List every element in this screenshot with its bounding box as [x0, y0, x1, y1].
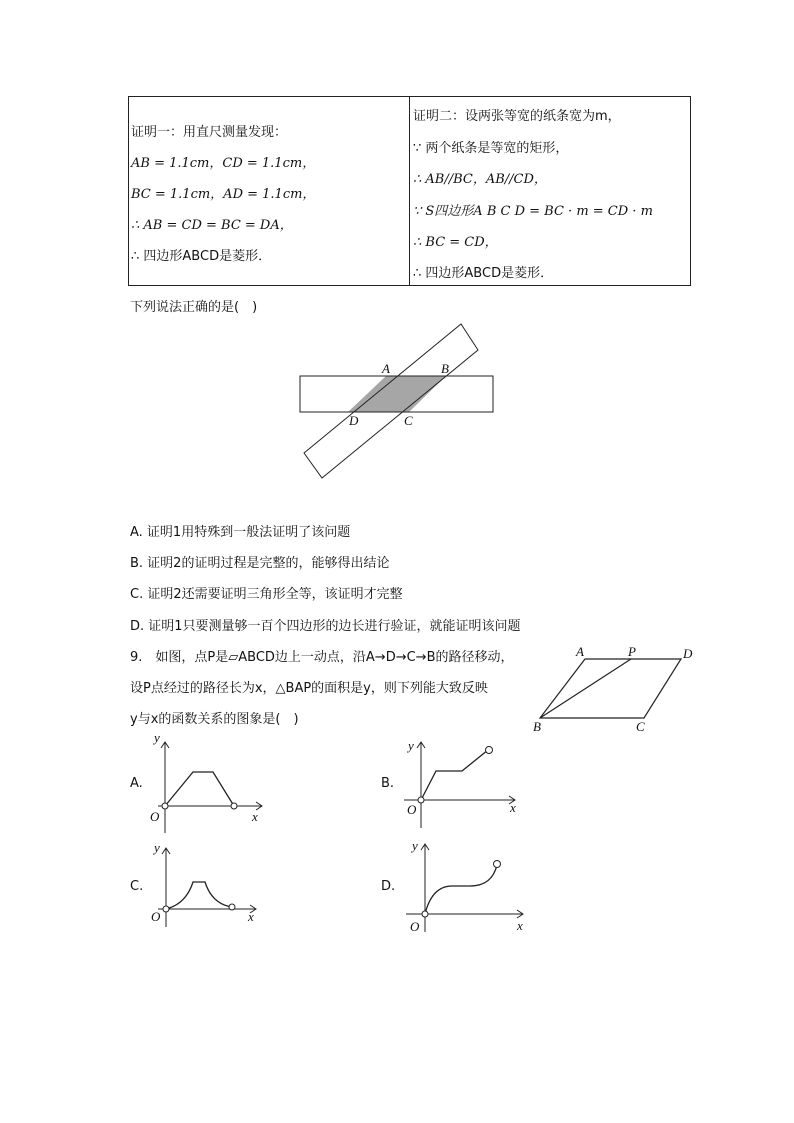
open-point — [418, 797, 424, 803]
x-label: x — [517, 918, 523, 933]
para-label-P: P — [628, 644, 636, 659]
graph-D-letter: D. — [381, 879, 396, 894]
y-label: y — [408, 738, 414, 753]
origin-label: O — [410, 919, 420, 934]
proof1-line-3: BC = 1.1cm，AD = 1.1cm， — [131, 187, 316, 202]
parallelogram-figure — [528, 642, 698, 736]
proof-table — [128, 96, 691, 286]
origin-label: O — [407, 802, 417, 817]
graph-A — [145, 728, 270, 838]
label-C: C — [404, 413, 413, 428]
proof1-line-4: ∴ AB = CD = BC = DA， — [131, 218, 293, 233]
segment-BP — [540, 659, 631, 718]
x-label: x — [510, 800, 516, 815]
option-B: B. 证明2的证明过程是完整的，能够得出结论 — [130, 556, 390, 571]
graph-A-curve — [165, 772, 234, 806]
graph-C-curve — [166, 882, 232, 909]
origin-label: O — [151, 909, 161, 924]
proof2-line-1: 证明二：设两张等宽的纸条宽为m， — [413, 109, 621, 124]
question9-line-1: 9. 如图，点P是▱ABCD边上一动点，沿A→D→C→B的路径移动， — [130, 650, 514, 665]
y-label: y — [412, 838, 418, 853]
shaded-rhombus — [348, 376, 446, 412]
parallelogram-ABCD — [540, 659, 681, 718]
para-label-D: D — [683, 646, 693, 661]
label-A: A — [382, 361, 390, 376]
x-label: x — [248, 909, 254, 924]
graph-D — [398, 836, 530, 936]
table-divider — [409, 97, 410, 285]
option-C: C. 证明2还需要证明三角形全等，该证明才完整 — [130, 587, 403, 602]
graph-B — [398, 734, 523, 834]
proof2-line-5: ∴ BC = CD， — [413, 235, 498, 250]
graph-C-letter: C. — [130, 879, 144, 894]
y-label: y — [154, 730, 160, 745]
para-label-C: C — [636, 719, 645, 734]
open-point — [229, 904, 235, 910]
proof2-line-3: ∴ AB//BC，AB//CD， — [413, 172, 547, 187]
question8-prompt: 下列说法正确的是( ) — [130, 300, 258, 315]
option-A: A. 证明1用特殊到一般法证明了该问题 — [130, 525, 351, 540]
proof2-line-2: ∵ 两个纸条是等宽的矩形， — [413, 141, 569, 156]
y-label: y — [154, 840, 160, 855]
question9-line-3: y与x的函数关系的图象是( ) — [130, 712, 299, 727]
open-point — [231, 803, 237, 809]
open-point — [422, 911, 428, 917]
graph-C — [145, 838, 270, 930]
open-point — [162, 803, 168, 809]
label-D: D — [349, 413, 359, 428]
open-point — [486, 747, 493, 754]
proof1-line-2: AB = 1.1cm，CD = 1.1cm， — [131, 156, 316, 171]
proof2-line-4: ∵ S四边形A B C D = BC · m = CD · m — [413, 204, 653, 219]
graph-A-letter: A. — [130, 776, 143, 791]
x-label: x — [252, 809, 258, 824]
question9-line-2: 设P点经过的路径长为x，△BAP的面积是y，则下列能大致反映 — [130, 681, 488, 696]
para-label-A: A — [576, 644, 584, 659]
proof2-line-6: ∴ 四边形ABCD是菱形． — [413, 266, 554, 281]
graph-B-letter: B. — [381, 776, 395, 791]
proof1-line-5: ∴ 四边形ABCD是菱形． — [131, 249, 272, 264]
open-point — [494, 861, 501, 868]
graph-D-curve — [425, 865, 497, 914]
option-D: D. 证明1只要测量够一百个四边形的边长进行验证，就能证明该问题 — [130, 619, 521, 634]
para-label-B: B — [533, 719, 541, 734]
open-point — [163, 906, 169, 912]
paper-strip-figure — [296, 318, 506, 482]
proof1-line-1: 证明一：用直尺测量发现： — [131, 125, 288, 140]
origin-label: O — [150, 809, 160, 824]
graph-B-curve — [421, 750, 488, 800]
label-B: B — [441, 361, 449, 376]
